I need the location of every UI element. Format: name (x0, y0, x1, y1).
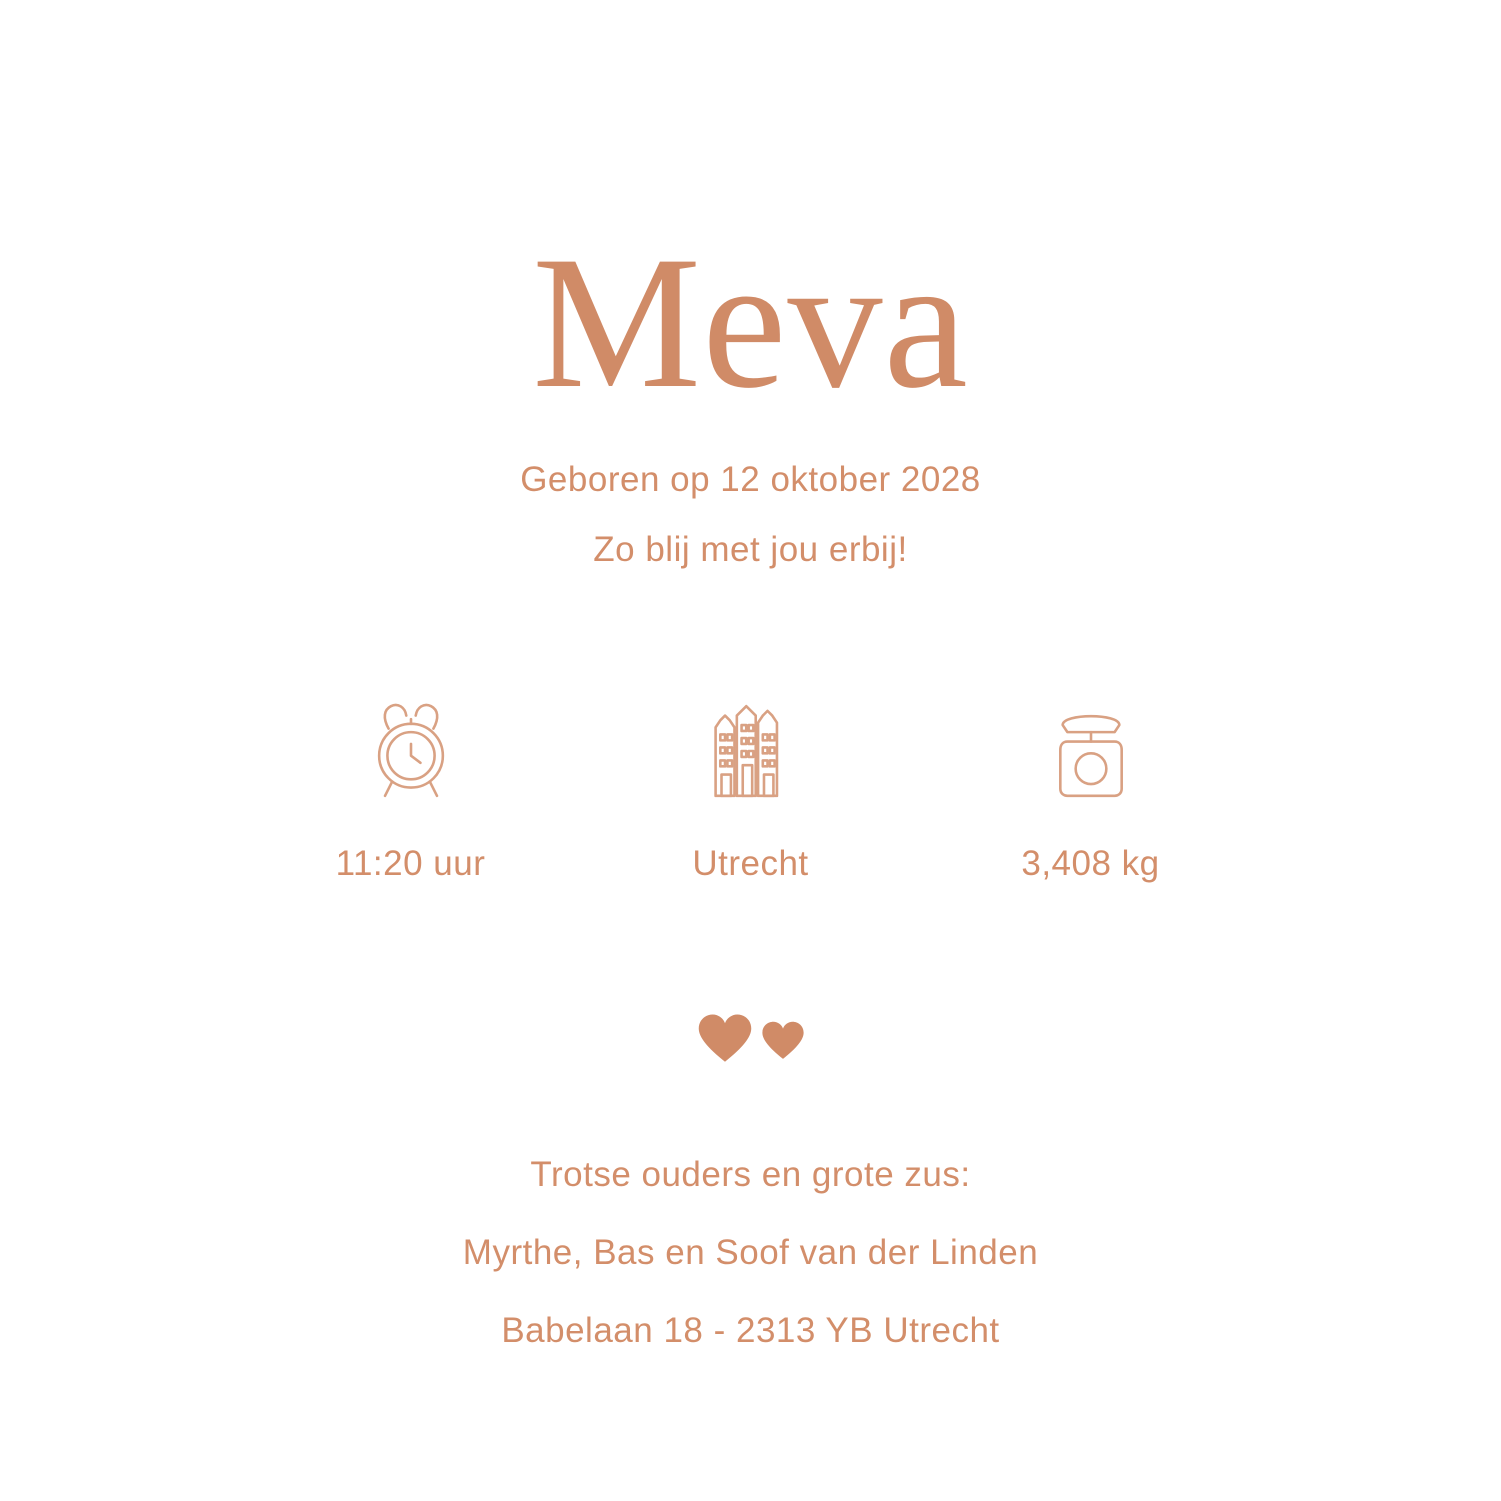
detail-time (286, 690, 536, 884)
birth-date: Geboren op 12 oktober 2028 (520, 460, 981, 499)
detail-place (626, 690, 876, 884)
hearts-divider (697, 1012, 805, 1071)
baby-name: Meva (532, 218, 969, 428)
canal-houses-icon (692, 690, 810, 810)
address: Babelaan 18 - 2313 YB Utrecht (501, 1311, 1000, 1350)
detail-place-label: Utrecht (692, 844, 809, 883)
heart-icon (697, 1012, 753, 1071)
detail-row (286, 690, 1216, 884)
parents-and-address (463, 1157, 1038, 1348)
parents-names: Myrthe, Bas en Soof van der Linden (462, 1233, 1039, 1272)
detail-weight (966, 690, 1216, 884)
tagline: Zo blij met jou erbij! (593, 530, 908, 569)
parents-intro: Trotse ouders en grote zus: (530, 1155, 971, 1194)
alarm-clock-icon (352, 690, 470, 810)
heart-icon (761, 1020, 805, 1067)
kitchen-scale-icon (1032, 690, 1150, 810)
detail-time-label: 11:20 uur (335, 844, 486, 883)
detail-weight-label: 3,408 kg (1021, 844, 1160, 883)
